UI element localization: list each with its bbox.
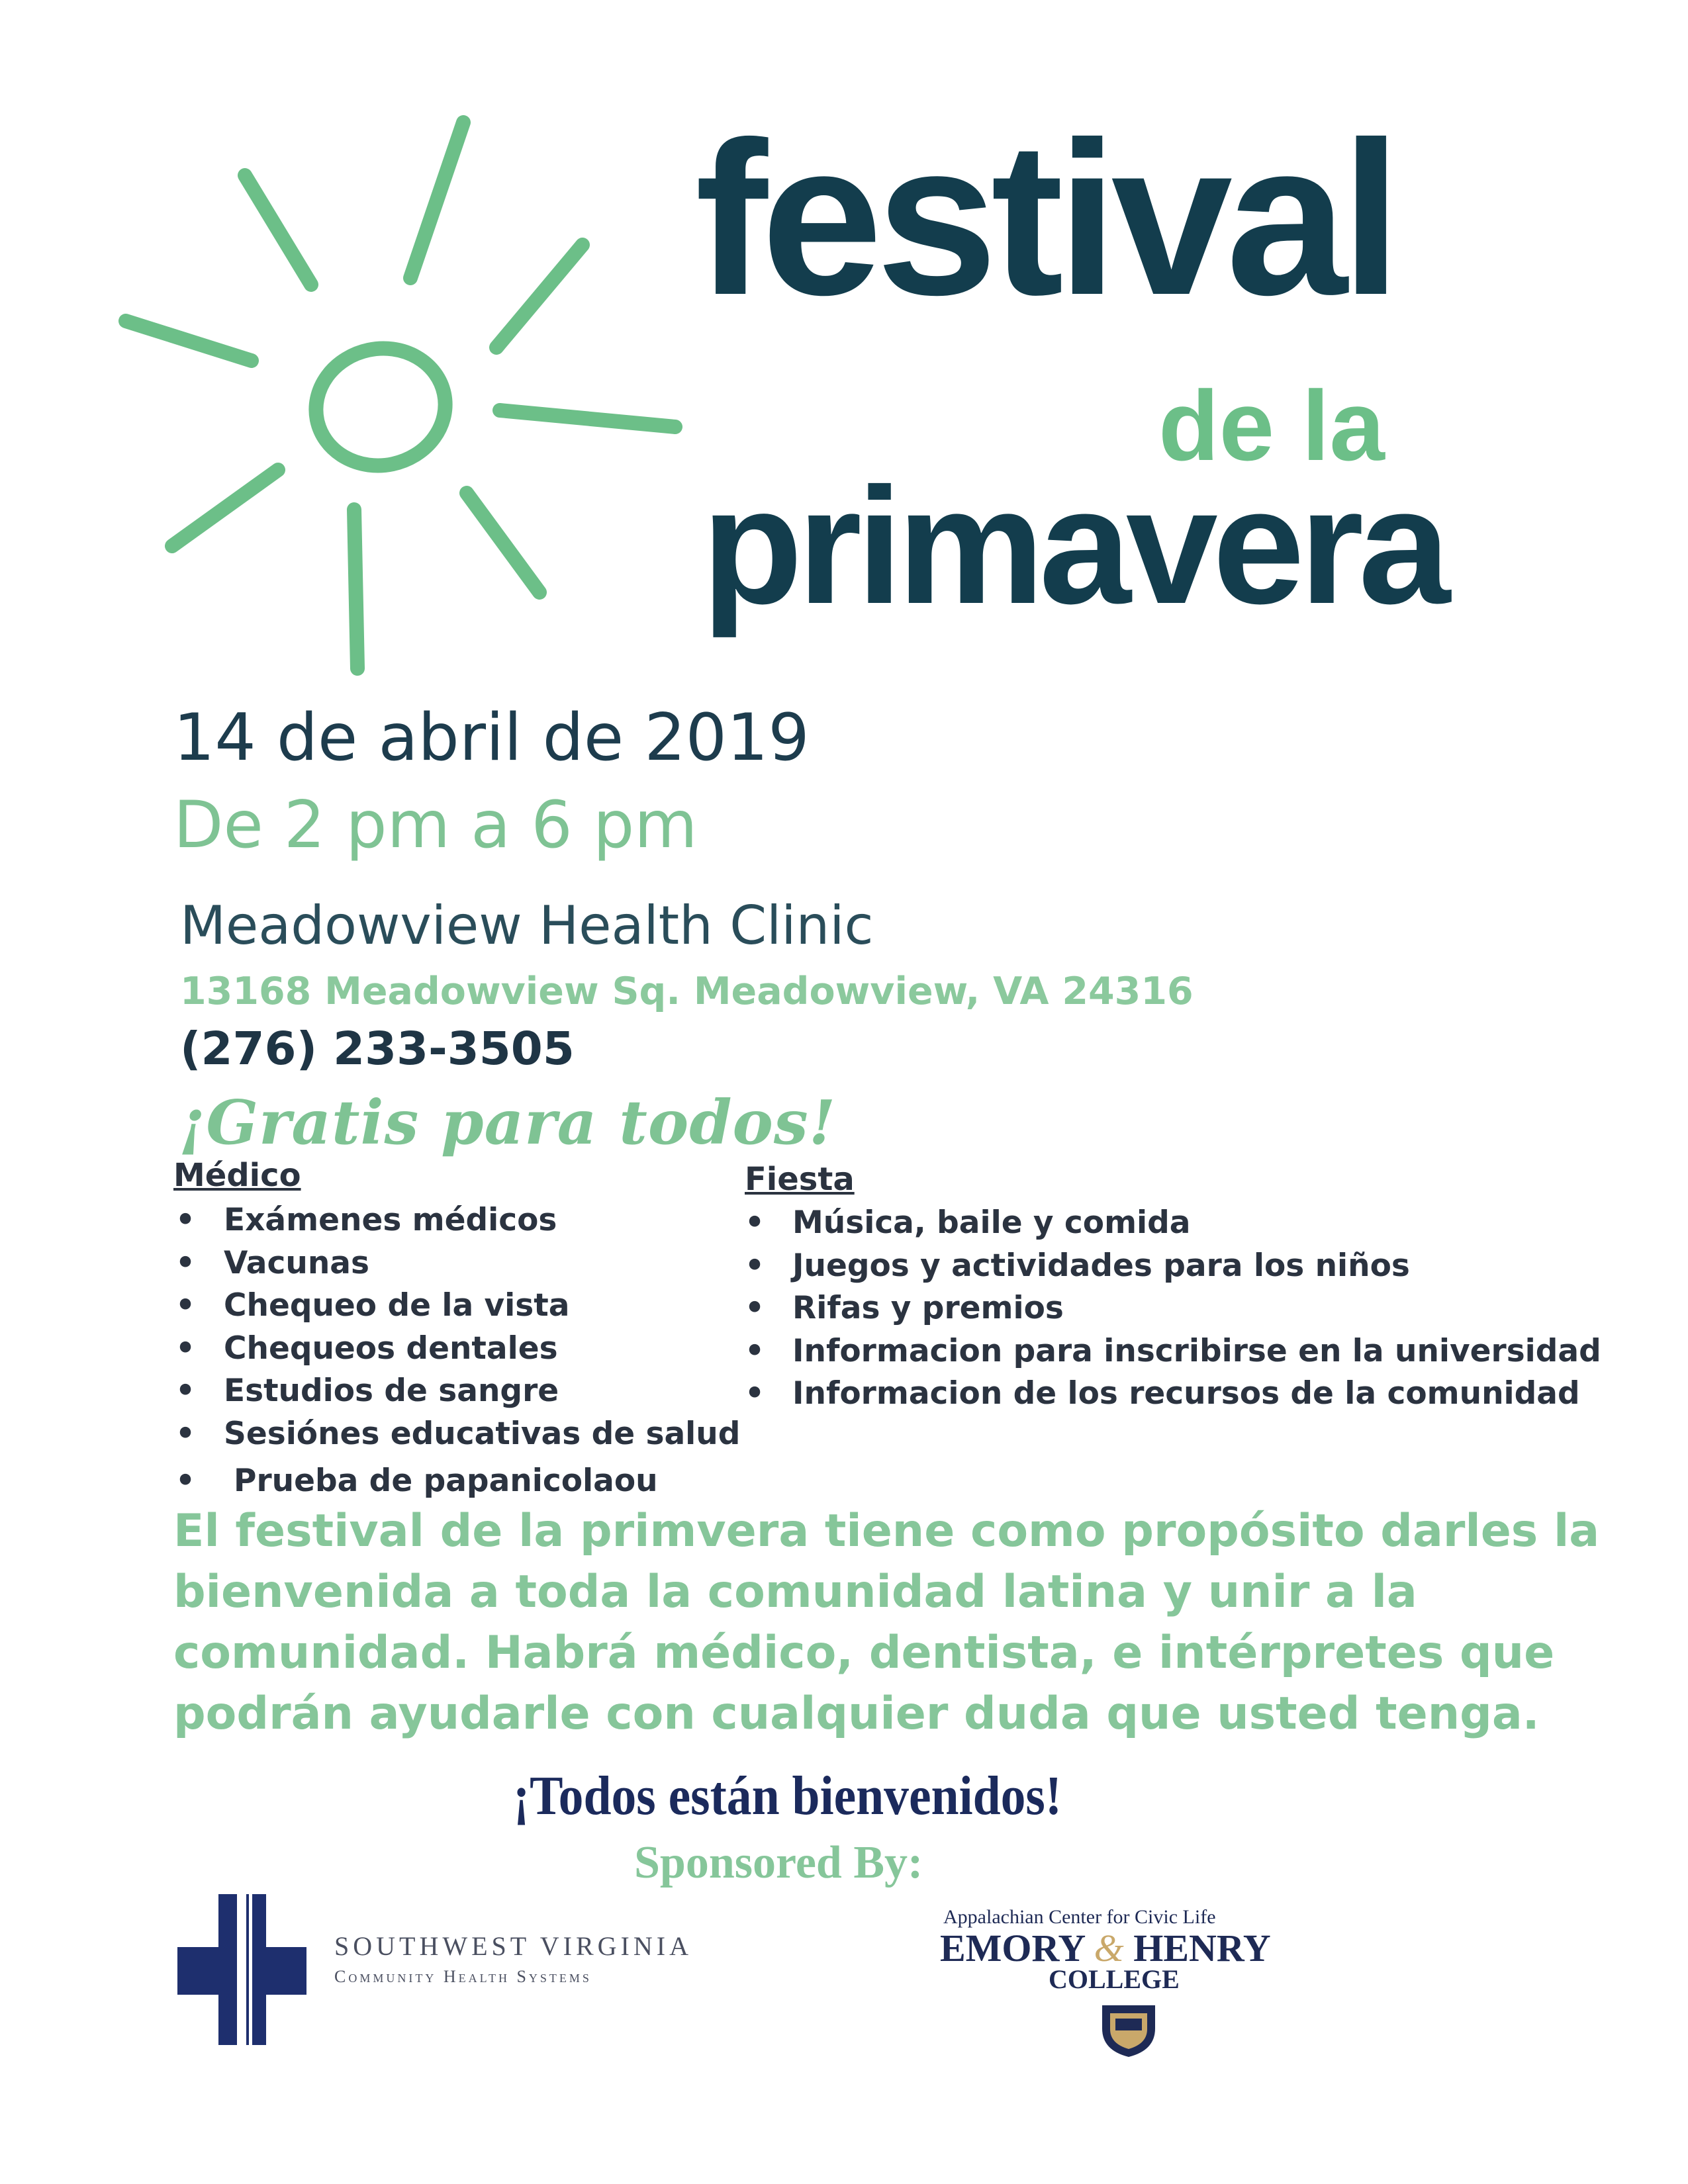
list-item: • Informacion para inscribirse en la universidad (745, 1330, 1605, 1373)
event-time: De 2 pm a 6 pm (173, 788, 698, 863)
bullet: • (175, 1330, 196, 1367)
list-item: • Rifas y premios (745, 1287, 1605, 1330)
list-item: • Informacion de los recursos de la comunidad (745, 1373, 1605, 1416)
tagline: ¡Gratis para todos! (179, 1087, 837, 1158)
list-item: • Juegos y actividades para los niños (745, 1245, 1605, 1288)
venue-name: Meadowview Health Clinic (180, 895, 874, 956)
bullet: • (175, 1462, 196, 1499)
welcome-banner: ¡Todos están bienvenidos! (513, 1765, 1062, 1827)
description-paragraph: El festival de la primvera tiene como propósito darles la bienvenida a toda la comunidad latina y unir a la comunidad. Habrá médico, dentista, e intérpretes que podrán ayudarle con cualquier duda que usted tenga. (173, 1505, 1600, 1740)
list-item: • Música, baile y comida (745, 1202, 1605, 1245)
list-item: • Chequeo de la vista (175, 1285, 745, 1328)
venue-address: 13168 Meadowview Sq. Meadowview, VA 24316 (180, 970, 1194, 1013)
cross-logo-icon (177, 1894, 306, 2045)
bullet: • (745, 1290, 765, 1327)
list-item: • Estudios de sangre (175, 1370, 745, 1413)
bullet: • (745, 1375, 765, 1412)
college-seal-icon (1096, 1999, 1162, 2058)
medico-list (175, 1199, 745, 1502)
bullet: • (175, 1244, 196, 1281)
medico-heading: Médico (173, 1157, 301, 1194)
bullet: • (175, 1415, 196, 1452)
sponsored-by-heading: Sponsored By: (634, 1837, 923, 1888)
sun-icon (99, 99, 722, 721)
bullet: • (175, 1202, 196, 1238)
bullet: • (175, 1373, 196, 1410)
phone-number: (276) 233-3505 (180, 1023, 575, 1075)
list-item: • Sesiónes educativas de salud (175, 1413, 745, 1456)
bullet: • (745, 1205, 765, 1241)
title-primavera: primavera (702, 453, 1446, 638)
title-festival: festival (695, 96, 1395, 340)
fiesta-list (745, 1202, 1605, 1416)
list-item: • Prueba de papanicolaou (175, 1460, 745, 1503)
list-item: • Vacunas (175, 1242, 745, 1285)
eh-college-name: EMORY & HENRY (940, 1927, 1271, 1970)
swv-subtitle: Community Health Systems (334, 1967, 592, 1986)
bullet: • (745, 1332, 765, 1369)
list-item: • Chequeos dentales (175, 1328, 745, 1371)
bullet: • (175, 1287, 196, 1324)
swv-name: SOUTHWEST VIRGINIA (334, 1931, 692, 1961)
event-date: 14 de abril de 2019 (173, 700, 810, 776)
title-de-la: de la (1158, 370, 1385, 481)
eh-college-word: COLLEGE (1049, 1964, 1180, 1994)
bullet: • (745, 1247, 765, 1284)
list-item: • Exámenes médicos (175, 1199, 745, 1242)
fiesta-heading: Fiesta (745, 1161, 855, 1198)
eh-center-name: Appalachian Center for Civic Life (943, 1906, 1216, 1928)
